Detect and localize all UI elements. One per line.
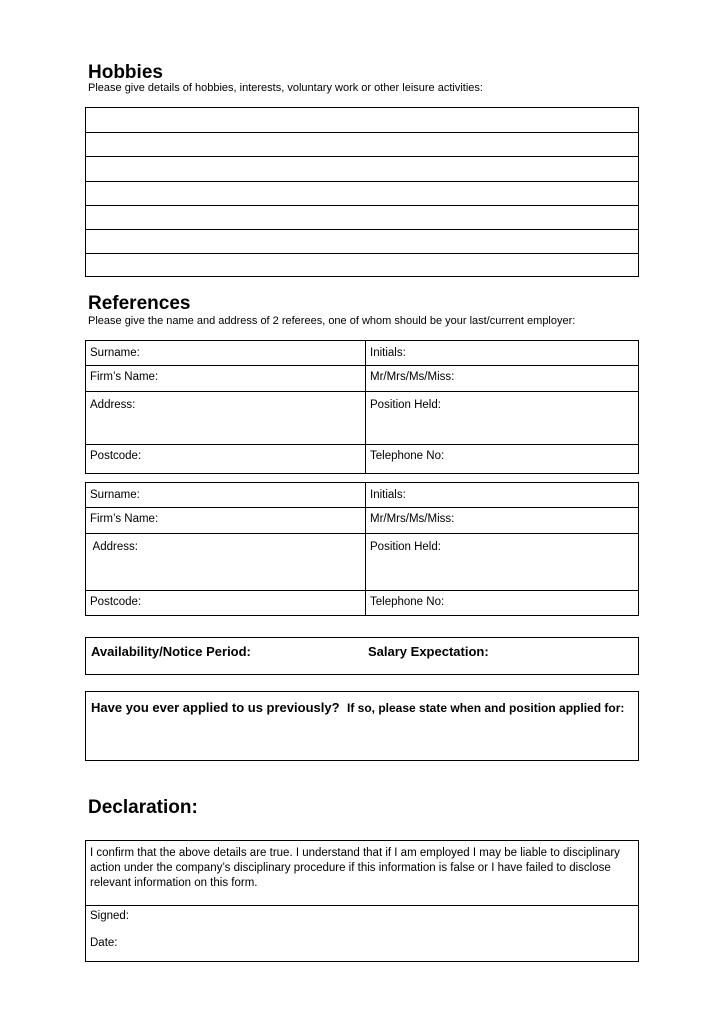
referee-2-address-field[interactable]: Address: [90, 541, 138, 553]
references-instructions: Please give the name and address of 2 referees, one of whom should be your last/current employer: [88, 315, 576, 327]
referee-2-initials-field[interactable]: Initials: [370, 489, 406, 501]
previous-application-followup: If so, please state when and position applied for: [346, 701, 625, 715]
signed-field[interactable]: Signed: [90, 910, 130, 922]
hobby-line-1[interactable] [86, 108, 638, 132]
referee-1-initials-field[interactable]: Initials: [370, 347, 406, 359]
referee-2-position-field[interactable]: Position Held: [370, 541, 441, 553]
hobbies-title: Hobbies [88, 62, 163, 83]
referee-2-telephone-field[interactable]: Telephone No: [370, 596, 445, 608]
salary-expectation-field[interactable]: Salary Expectation: [368, 644, 489, 659]
referee-2-postcode-field[interactable]: Postcode: [90, 596, 142, 608]
availability-box [85, 637, 639, 675]
referee-1-telephone-field[interactable]: Telephone No: [370, 450, 445, 462]
hobby-line-4[interactable] [86, 181, 638, 205]
date-field[interactable]: Date: [90, 937, 118, 949]
referee-1-surname-field[interactable]: Surname: [90, 347, 140, 359]
referee-1-title-field[interactable]: Mr/Mrs/Ms/Miss: [370, 371, 455, 383]
hobby-line-2[interactable] [86, 132, 638, 156]
previous-application-box[interactable] [85, 691, 639, 761]
declaration-text: I confirm that the above details are true. I understand that if I am employed I may be liable to disciplinary action under the company’s disciplinary procedure if this information is false or I have failed to disclose relevant information on this form. [90, 847, 620, 889]
referee-2-title-field[interactable]: Mr/Mrs/Ms/Miss: [370, 513, 455, 525]
hobbies-lines [85, 107, 639, 277]
referee-1-postcode-field[interactable]: Postcode: [90, 450, 142, 462]
referee-1-table [85, 340, 639, 474]
references-title: References [88, 293, 191, 314]
declaration-box [85, 840, 639, 962]
previous-application-question: Have you ever applied to us previously? [91, 700, 340, 715]
referee-1-position-field[interactable]: Position Held: [370, 399, 441, 411]
hobby-line-3[interactable] [86, 156, 638, 180]
hobby-line-6[interactable] [86, 229, 638, 253]
hobby-line-7[interactable] [86, 253, 638, 277]
referee-2-firm-field[interactable]: Firm’s Name: [90, 513, 159, 525]
notice-period-field[interactable]: Availability/Notice Period: [91, 644, 251, 659]
referee-2-surname-field[interactable]: Surname: [90, 489, 140, 501]
hobbies-instructions: Please give details of hobbies, interests, voluntary work or other leisure activities: [88, 82, 483, 94]
referee-1-firm-field[interactable]: Firm’s Name: [90, 371, 159, 383]
declaration-title: Declaration: [88, 797, 198, 818]
hobby-line-5[interactable] [86, 205, 638, 229]
referee-1-address-field[interactable]: Address: [90, 399, 136, 411]
referee-2-table [85, 482, 639, 616]
